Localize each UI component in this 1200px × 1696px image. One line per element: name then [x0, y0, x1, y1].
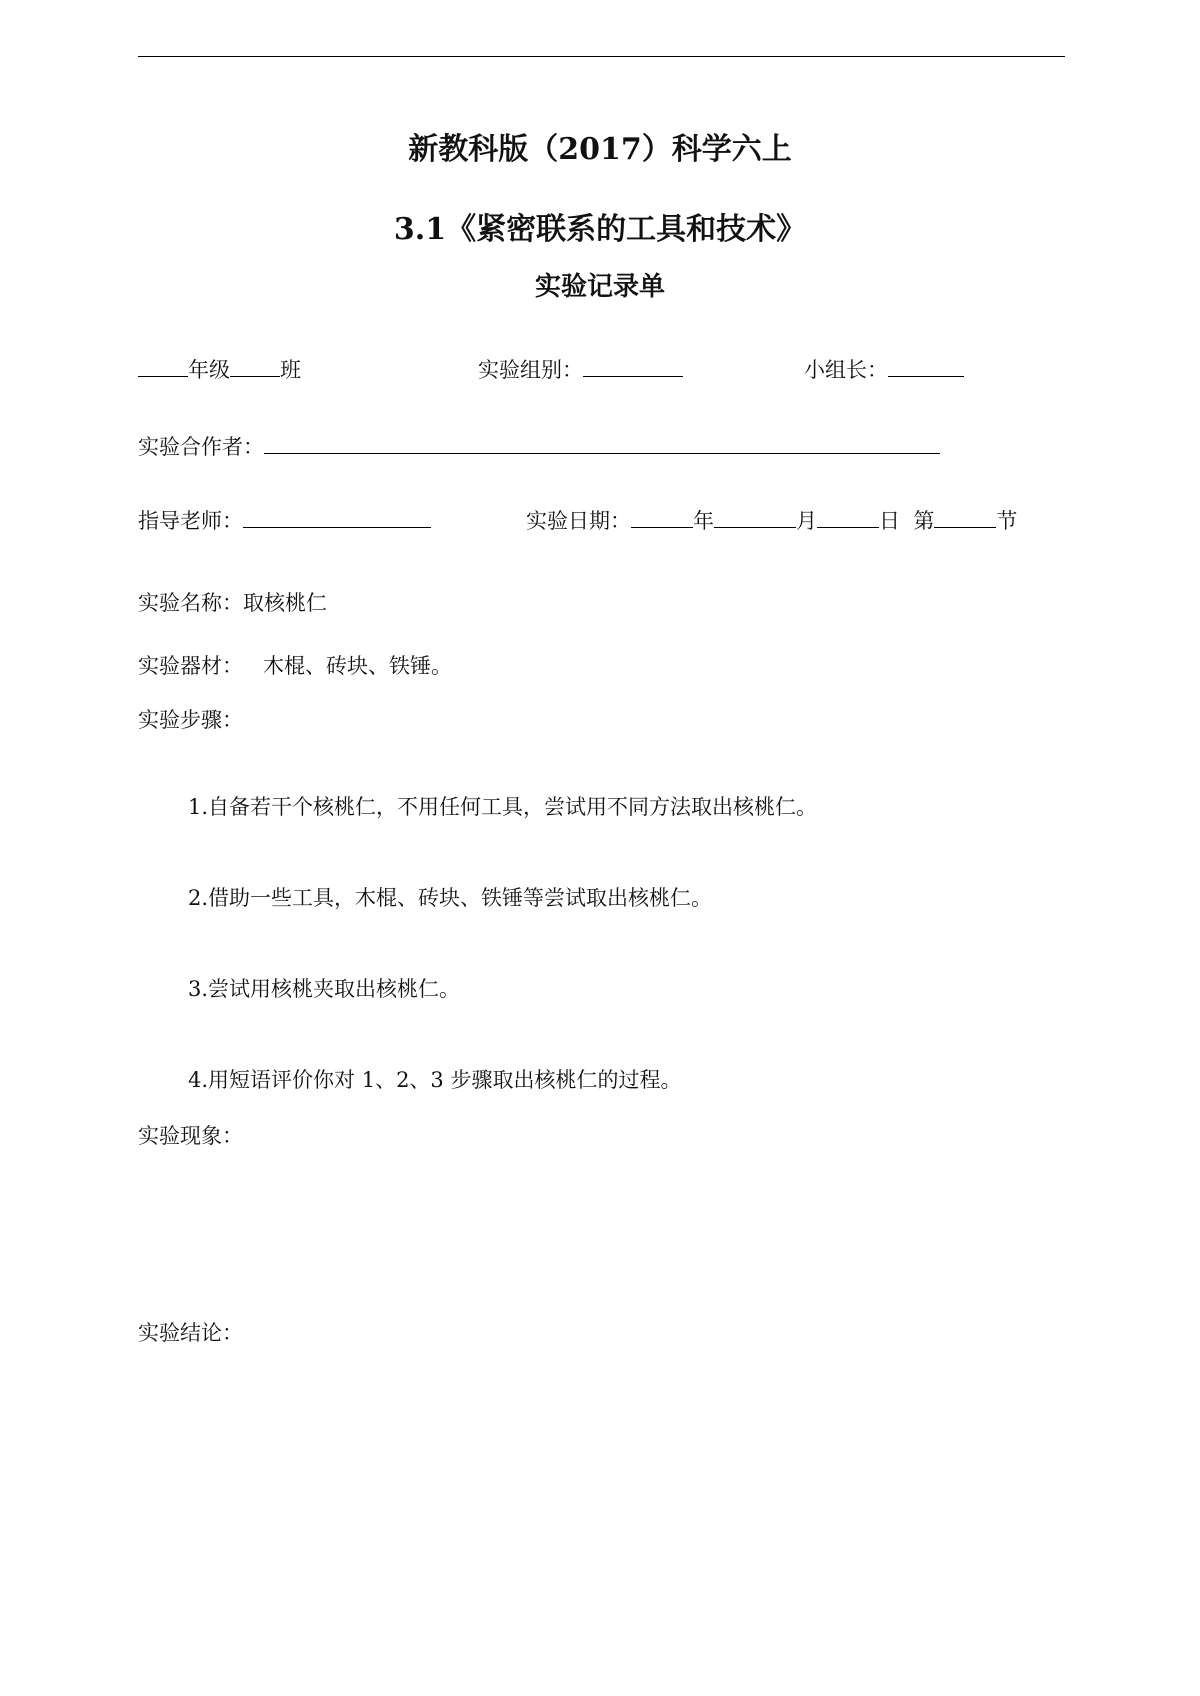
- partners-row: [138, 431, 940, 462]
- leader-row: [804, 354, 964, 385]
- step-item: 4.用短语评价你对 1、2、3 步骤取出核桃仁的过程。: [188, 1068, 682, 1092]
- partners-blank[interactable]: [264, 431, 940, 454]
- conclusion-label: 实验结论：: [138, 1321, 243, 1345]
- year-label: 年: [693, 509, 714, 533]
- date-row: [526, 505, 1017, 536]
- teacher-row: [138, 505, 431, 536]
- grade-label: 年级: [188, 358, 230, 382]
- document-title: 新教科版（2017）科学六上: [408, 132, 792, 167]
- teacher-label: 指导老师：: [138, 509, 243, 533]
- lesson-title: 3.1《紧密联系的工具和技术》: [393, 212, 807, 247]
- materials-label: 实验器材：: [138, 654, 243, 678]
- phenomenon-label: 实验现象：: [138, 1124, 243, 1148]
- month-label: 月: [796, 509, 817, 533]
- month-blank[interactable]: [714, 505, 796, 528]
- group-row: [478, 354, 683, 385]
- group-blank[interactable]: [583, 354, 683, 377]
- grade-class-row: [138, 354, 301, 385]
- step-item: 2.借助一些工具，木棍、砖块、铁锤等尝试取出核桃仁。: [188, 886, 713, 910]
- class-blank[interactable]: [230, 354, 280, 377]
- date-label: 实验日期：: [526, 509, 631, 533]
- period-suffix: 节: [996, 509, 1018, 533]
- materials-row: [138, 651, 452, 681]
- day-blank[interactable]: [817, 505, 879, 528]
- year-blank[interactable]: [631, 505, 693, 528]
- experiment-name-value: 取核桃仁: [243, 591, 327, 615]
- period-prefix: 第: [913, 509, 935, 533]
- partners-label: 实验合作者：: [138, 435, 264, 459]
- header-rule: [138, 56, 1065, 57]
- materials-value: 木棍、砖块、铁锤。: [263, 654, 453, 678]
- grade-blank[interactable]: [138, 354, 188, 377]
- leader-label: 小组长：: [804, 358, 888, 382]
- step-item: 1.自备若干个核桃仁，不用任何工具，尝试用不同方法取出核桃仁。: [188, 795, 818, 819]
- group-label: 实验组别：: [478, 358, 583, 382]
- experiment-name-row: [138, 588, 327, 618]
- steps-label: 实验步骤：: [138, 708, 243, 732]
- teacher-blank[interactable]: [243, 505, 431, 528]
- experiment-name-label: 实验名称：: [138, 591, 243, 615]
- day-label: 日: [879, 509, 900, 533]
- leader-blank[interactable]: [888, 354, 964, 377]
- worksheet-title: 实验记录单: [534, 272, 665, 302]
- class-label: 班: [280, 358, 301, 382]
- step-item: 3.尝试用核桃夹取出核桃仁。: [188, 977, 461, 1001]
- period-blank[interactable]: [934, 505, 996, 528]
